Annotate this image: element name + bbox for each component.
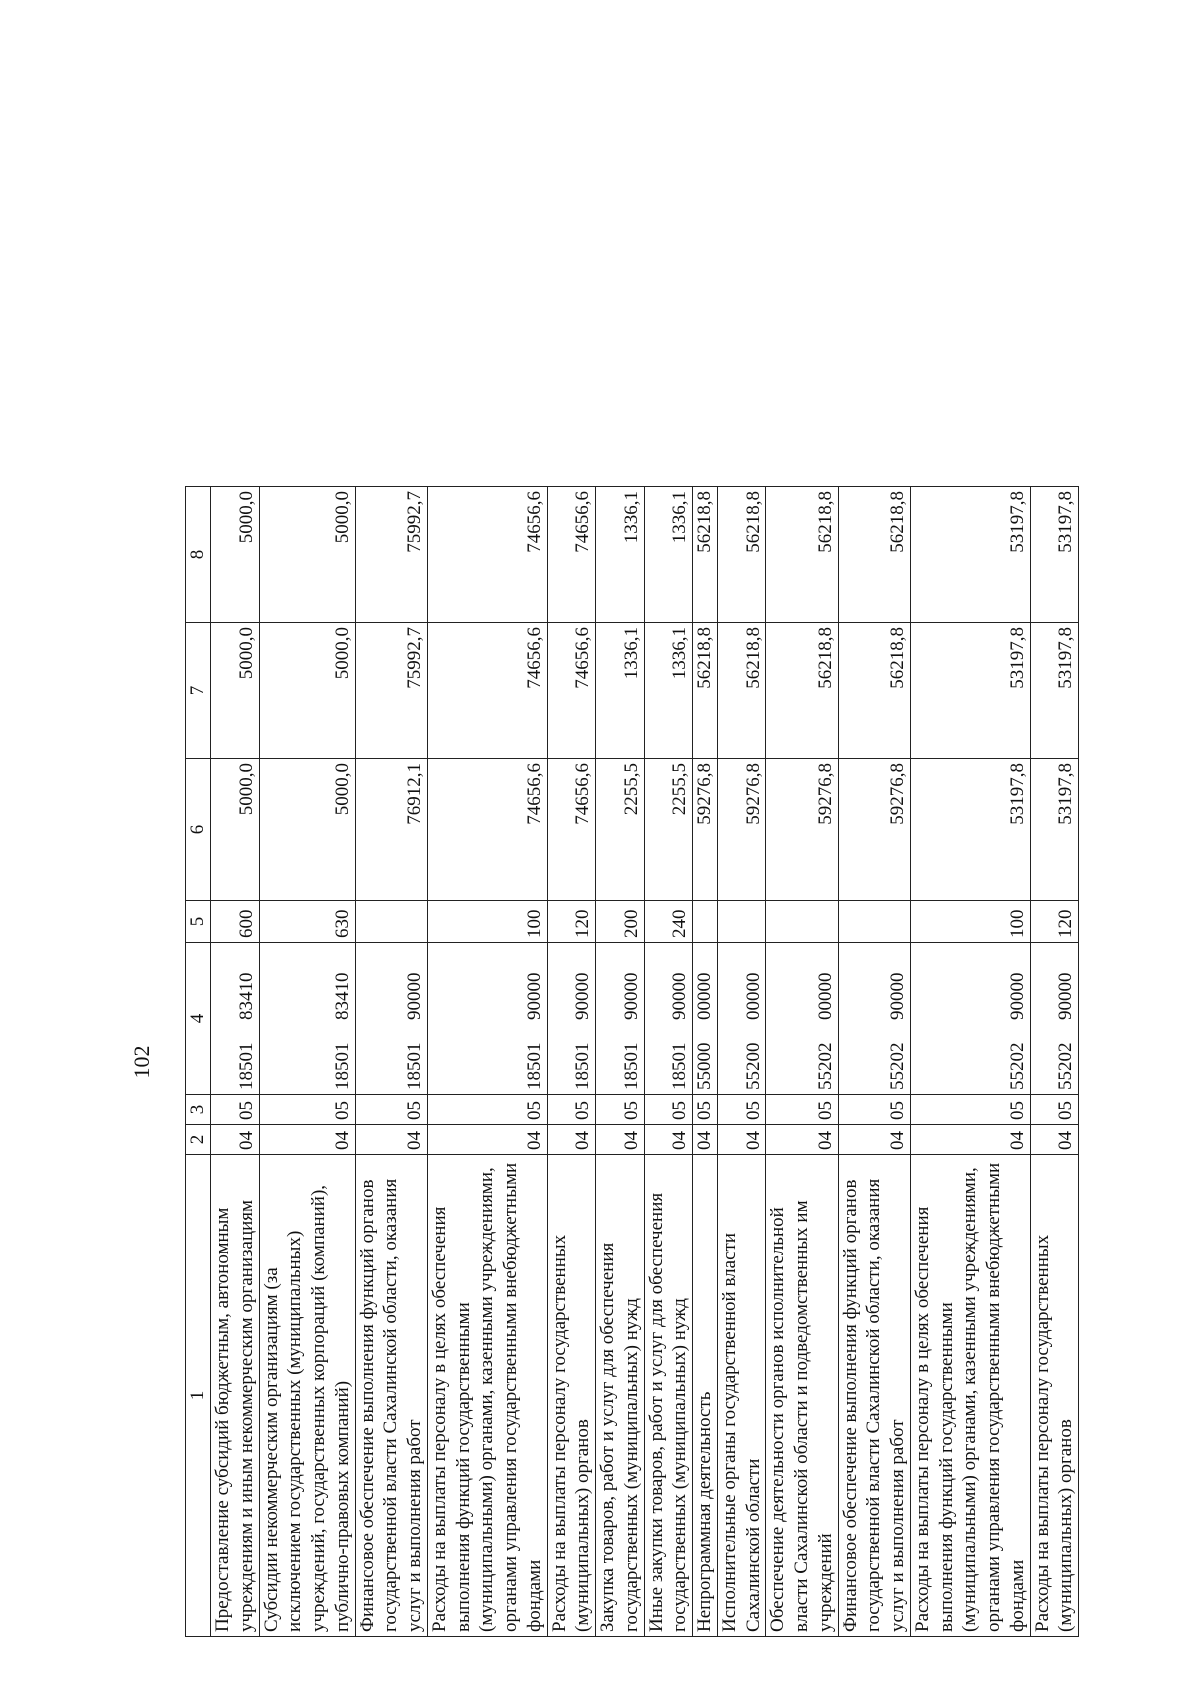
target-article-direction: 90000 [1006,972,1028,1020]
target-article-cell [259,943,355,1095]
amount-col8: 5000,0 [211,487,260,623]
target-article-cell [547,943,596,1095]
row-name: Исполнительные органы государственной власти Сахалинской области [717,1155,766,1637]
table-row [547,487,596,1637]
target-article-direction: 00000 [742,972,764,1020]
amount-col7: 1336,1 [644,623,693,759]
target-article-program: 18501 [620,1042,642,1090]
row-name: Финансовое обеспечение выполнения функций органов государственной власти Сахалинской области, оказания услуг и выполнения работ [355,1155,427,1637]
subsection-code: 05 [427,1095,547,1125]
target-article-cell [644,943,693,1095]
amount-col7: 56218,8 [838,623,910,759]
section-code: 04 [693,1125,718,1155]
target-article-direction: 90000 [404,972,425,1020]
row-name: Расходы на выплаты персоналу государственных (муниципальных) органов [1030,1155,1079,1637]
amount-col8: 56218,8 [766,487,838,623]
amount-col8: 56218,8 [838,487,910,623]
subsection-code: 05 [838,1095,910,1125]
table-row [427,487,547,1637]
amount-col8: 5000,0 [259,487,355,623]
section-code: 04 [355,1125,427,1155]
table-row [838,487,910,1637]
target-article-cell [838,943,910,1095]
amount-col6: 59276,8 [717,759,766,901]
target-article-program: 55200 [742,1042,764,1090]
col-header: 8 [186,487,211,623]
budget-table [185,486,1079,1637]
table-row [766,487,838,1637]
amount-col8: 1336,1 [596,487,645,623]
section-code: 04 [766,1125,838,1155]
amount-col7: 53197,8 [1030,623,1079,759]
amount-col8: 75992,7 [355,487,427,623]
subsection-code: 05 [693,1095,718,1125]
subsection-code: 05 [547,1095,596,1125]
amount-col6: 5000,0 [211,759,260,901]
col-header: 4 [186,943,211,1095]
target-article-cell [1030,943,1079,1095]
subsection-code: 05 [766,1095,838,1125]
rotated-page [125,487,1200,1637]
subsection-code: 05 [355,1095,427,1125]
header-row [186,487,211,1637]
section-code: 04 [259,1125,355,1155]
page-number: 102 [129,1045,154,1079]
amount-col6: 76912,1 [355,759,427,901]
table-row [259,487,355,1637]
amount-col8: 56218,8 [693,487,718,623]
row-name: Расходы на выплаты персоналу государственных (муниципальных) органов [547,1155,596,1637]
target-article-cell [427,943,547,1095]
subsection-code: 05 [259,1095,355,1125]
amount-col6: 74656,6 [547,759,596,901]
col-header: 2 [186,1125,211,1155]
amount-col6: 2255,5 [644,759,693,901]
amount-col6: 53197,8 [910,759,1030,901]
target-article-program: 55202 [1006,1042,1028,1090]
expense-type-code: 630 [259,901,355,943]
amount-col8: 53197,8 [910,487,1030,623]
amount-col6: 74656,6 [427,759,547,901]
amount-col6: 59276,8 [693,759,718,901]
row-name: Предоставление субсидий бюджетным, автономным учреждениям и иным некоммерческим организациям [211,1155,260,1637]
amount-col7: 56218,8 [766,623,838,759]
expense-type-code: 120 [1030,901,1079,943]
target-article-cell [766,943,838,1095]
amount-col8: 74656,6 [547,487,596,623]
amount-col7: 56218,8 [693,623,718,759]
row-name: Субсидии некоммерческим организациям (за исключением государственных (муниципальных) учреждений, государственных корпораций (компаний), публично-правовых компаний) [259,1155,355,1637]
table-row [910,487,1030,1637]
target-article-cell [717,943,766,1095]
section-code: 04 [427,1125,547,1155]
section-code: 04 [644,1125,693,1155]
target-article-program: 55202 [814,1042,836,1090]
target-article-program: 18501 [572,1042,594,1090]
expense-type-code: 120 [547,901,596,943]
amount-col6: 59276,8 [766,759,838,901]
target-article-direction: 90000 [887,972,908,1020]
subsection-code: 05 [1030,1095,1079,1125]
target-article-direction: 90000 [523,972,545,1020]
amount-col8: 53197,8 [1030,487,1079,623]
row-name: Закупка товаров, работ и услуг для обеспечения государственных (муниципальных) нужд [596,1155,645,1637]
section-code: 04 [596,1125,645,1155]
row-name: Расходы на выплаты персоналу в целях обеспечения выполнения функций государственными (муниципальными) органами, казенными учреждениями, органами управления государственными внебюджетными фондами [910,1155,1030,1637]
subsection-code: 05 [211,1095,260,1125]
subsection-code: 05 [596,1095,645,1125]
amount-col6: 53197,8 [1030,759,1079,901]
target-article-cell [211,943,260,1095]
row-name: Непрограммная деятельность [693,1155,718,1637]
expense-type-code [717,901,766,943]
row-name: Финансовое обеспечение выполнения функций органов государственной власти Сахалинской области, оказания услуг и выполнения работ [838,1155,910,1637]
amount-col7: 75992,7 [355,623,427,759]
table-row [717,487,766,1637]
target-article-direction: 90000 [1055,972,1077,1020]
target-article-program: 18501 [331,1042,353,1090]
target-article-cell [910,943,1030,1095]
section-code: 04 [547,1125,596,1155]
expense-type-code [766,901,838,943]
target-article-program: 55000 [694,1042,715,1090]
target-article-cell [693,943,718,1095]
target-article-direction: 90000 [620,972,642,1020]
col-header: 6 [186,759,211,901]
amount-col7: 74656,6 [547,623,596,759]
table-row [211,487,260,1637]
amount-col8: 56218,8 [717,487,766,623]
amount-col6: 5000,0 [259,759,355,901]
target-article-direction: 83410 [331,972,353,1020]
expense-type-code: 100 [427,901,547,943]
col-header: 3 [186,1095,211,1125]
target-article-program: 55202 [887,1042,908,1090]
expense-type-code: 100 [910,901,1030,943]
table-row [693,487,718,1637]
amount-col6: 2255,5 [596,759,645,901]
expense-type-code: 600 [211,901,260,943]
expense-type-code [693,901,718,943]
section-code: 04 [838,1125,910,1155]
table-row [596,487,645,1637]
col-header: 5 [186,901,211,943]
expense-type-code: 200 [596,901,645,943]
section-code: 04 [211,1125,260,1155]
section-code: 04 [1030,1125,1079,1155]
target-article-direction: 83410 [235,972,257,1020]
amount-col8: 74656,6 [427,487,547,623]
subsection-code: 05 [910,1095,1030,1125]
expense-type-code [355,901,427,943]
col-header: 1 [186,1155,211,1637]
target-article-cell [355,943,427,1095]
target-article-program: 18501 [669,1042,691,1090]
amount-col7: 1336,1 [596,623,645,759]
expense-type-code [838,901,910,943]
section-code: 04 [717,1125,766,1155]
target-article-program: 55202 [1055,1042,1077,1090]
row-name: Обеспечение деятельности органов исполнительной власти Сахалинской области и подведомственных им учреждений [766,1155,838,1637]
target-article-program: 18501 [404,1042,425,1090]
target-article-program: 18501 [235,1042,257,1090]
row-name: Иные закупки товаров, работ и услуг для обеспечения государственных (муниципальных) нужд [644,1155,693,1637]
expense-type-code: 240 [644,901,693,943]
amount-col6: 59276,8 [838,759,910,901]
col-header: 7 [186,623,211,759]
table-row [355,487,427,1637]
target-article-direction: 90000 [572,972,594,1020]
table-row [1030,487,1079,1637]
amount-col7: 53197,8 [910,623,1030,759]
amount-col7: 5000,0 [211,623,260,759]
subsection-code: 05 [644,1095,693,1125]
target-article-direction: 90000 [669,972,691,1020]
target-article-direction: 00000 [694,972,715,1020]
table-row [644,487,693,1637]
section-code: 04 [910,1125,1030,1155]
target-article-cell [596,943,645,1095]
target-article-program: 18501 [523,1042,545,1090]
target-article-direction: 00000 [814,972,836,1020]
amount-col8: 1336,1 [644,487,693,623]
amount-col7: 5000,0 [259,623,355,759]
row-name: Расходы на выплаты персоналу в целях обеспечения выполнения функций государственными (муниципальными) органами, казенными учреждениями, органами управления государственными внебюджетными фондами [427,1155,547,1637]
subsection-code: 05 [717,1095,766,1125]
amount-col7: 74656,6 [427,623,547,759]
amount-col7: 56218,8 [717,623,766,759]
